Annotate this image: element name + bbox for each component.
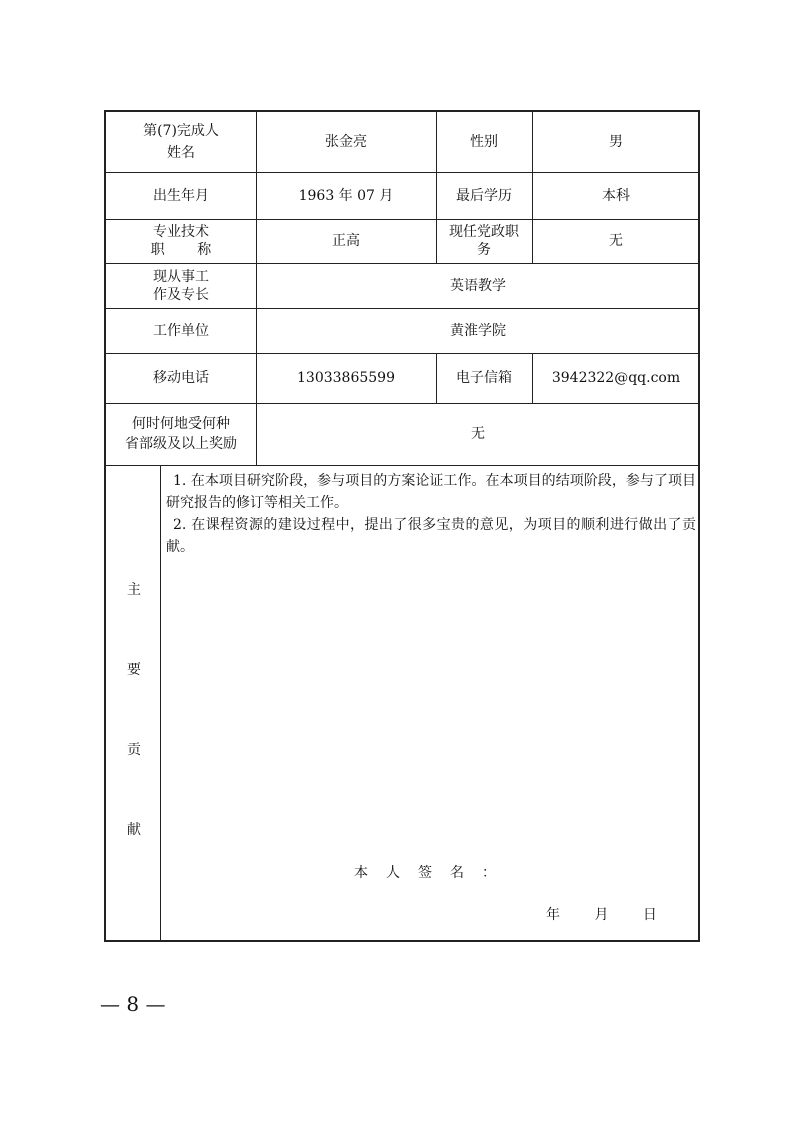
email-value: 3942322@qq.com — [551, 370, 681, 386]
email-label: 电子信箱 — [456, 370, 512, 386]
specialty-label-line2: 作及专长 — [153, 286, 209, 303]
contribution-paragraph: 2. 在课程资源的建设过程中，提出了很多宝贵的意见，为项目的顺利进行做出了贡献。 — [166, 517, 696, 555]
title-label-line1: 专业技术 — [153, 224, 209, 240]
completer-number-label: 第(7)完成人 — [143, 123, 219, 139]
employer-label: 工作单位 — [153, 322, 209, 339]
date-label: 年 月 日 — [546, 907, 657, 923]
row-divider — [106, 465, 698, 466]
name-value: 张金亮 — [325, 134, 367, 150]
position-label-line2: 务 — [477, 242, 491, 258]
contribution-paragraph: 1. 在本项目研究阶段，参与项目的方案论证工作。在本项目的结项阶段，参与了项目研究报告的修订等相关工作。 — [166, 473, 696, 511]
position-label-cell — [436, 219, 532, 263]
award-form-table — [104, 110, 700, 942]
title-label-line2: 职 称 — [150, 242, 212, 258]
specialty-label-line1: 现从事工 — [153, 268, 209, 285]
contribution-label-char: 主 — [127, 582, 141, 598]
contribution-label-char: 贡 — [127, 742, 141, 758]
gender-value: 男 — [609, 134, 623, 150]
awards-value: 无 — [471, 426, 485, 442]
position-label-line1: 现任党政职 — [449, 224, 519, 240]
name-label: 姓名 — [167, 145, 195, 161]
mobile-value: 13033865599 — [297, 370, 395, 386]
contribution-text — [166, 470, 696, 558]
page-number: — 8 — — [100, 992, 166, 1016]
birth-value: 1963 年 07 月 — [298, 187, 394, 204]
mobile-label: 移动电话 — [153, 370, 209, 386]
specialty-label-cell — [106, 263, 256, 308]
title-value: 正高 — [332, 233, 360, 249]
awards-label-line2: 省部级及以上奖励 — [125, 436, 237, 452]
signature-label: 本人签名： — [354, 865, 514, 881]
awards-label-line1: 何时何地受何种 — [132, 416, 230, 432]
employer-value: 黄淮学院 — [450, 322, 506, 339]
contribution-label-char: 献 — [127, 822, 141, 838]
education-value: 本科 — [602, 187, 630, 204]
birth-label: 出生年月 — [153, 187, 209, 204]
gender-label: 性别 — [470, 134, 498, 150]
awards-label-cell — [106, 403, 256, 465]
title-label-cell — [106, 219, 256, 263]
position-value: 无 — [609, 233, 623, 249]
education-label: 最后学历 — [456, 187, 512, 204]
specialty-value: 英语教学 — [450, 277, 506, 294]
name-label-cell — [106, 112, 256, 172]
contribution-label-char: 要 — [127, 662, 141, 678]
contribution-label — [106, 467, 162, 942]
